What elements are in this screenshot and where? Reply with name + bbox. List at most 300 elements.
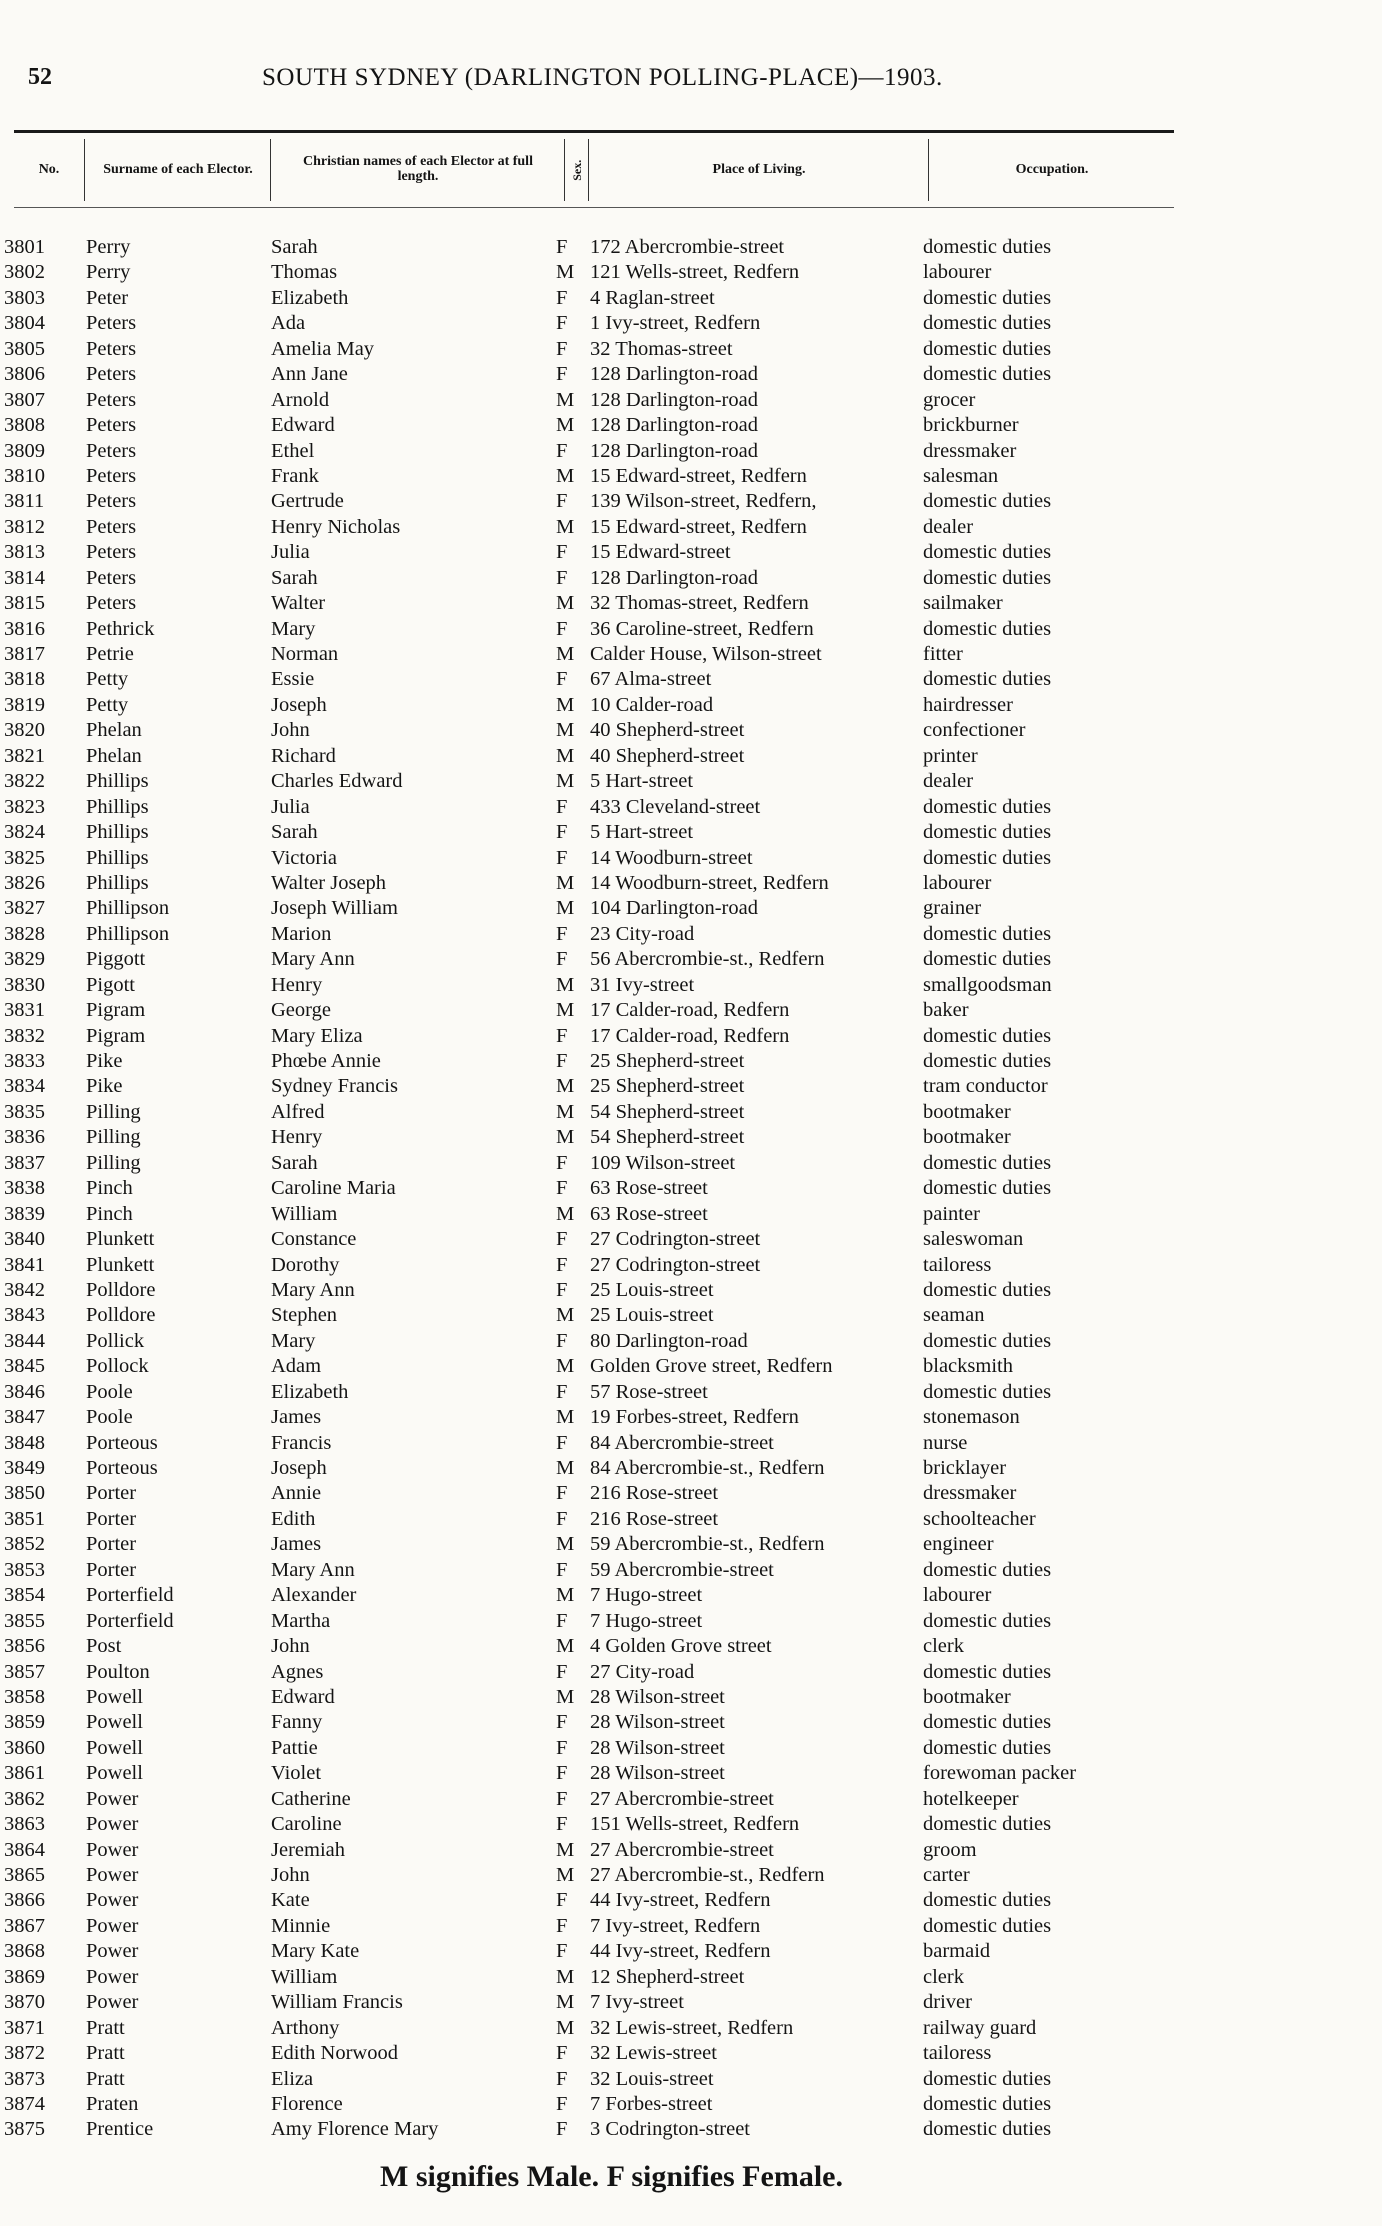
elector-place-of-living: 23 City-road [590, 922, 695, 945]
elector-number: 3847 [4, 1406, 45, 1429]
elector-surname: Perry [86, 261, 131, 284]
table-row [0, 667, 1382, 692]
elector-occupation: dealer [923, 515, 974, 538]
elector-number: 3810 [4, 464, 45, 487]
elector-number: 3839 [4, 1202, 45, 1225]
elector-number: 3826 [4, 871, 45, 894]
elector-number: 3815 [4, 592, 45, 615]
column-header-christian-names: Christian names of each Elector at full length. [303, 154, 533, 184]
elector-sex: M [556, 1406, 575, 1429]
elector-surname: Phillips [86, 770, 149, 793]
elector-place-of-living: 32 Thomas-street [590, 337, 733, 360]
elector-christian-names: Dorothy [271, 1253, 340, 1276]
elector-number: 3853 [4, 1558, 45, 1581]
elector-number: 3869 [4, 1965, 45, 1988]
elector-number: 3870 [4, 1991, 45, 2014]
elector-occupation: domestic duties [923, 821, 1052, 844]
elector-surname: Praten [86, 2092, 139, 2115]
elector-place-of-living: 84 Abercrombie-street [590, 1431, 774, 1454]
elector-occupation: confectioner [923, 719, 1026, 742]
elector-place-of-living: 216 Rose-street [590, 1507, 719, 1530]
elector-occupation: dealer [923, 770, 974, 793]
table-row [0, 896, 1382, 921]
elector-occupation: tailoress [923, 2042, 992, 2065]
elector-christian-names: Mary Ann [271, 1278, 355, 1301]
elector-surname: Peters [86, 592, 137, 615]
elector-occupation: baker [923, 999, 969, 1022]
elector-christian-names: George [271, 999, 331, 1022]
elector-sex: F [556, 1609, 568, 1632]
elector-number: 3836 [4, 1126, 45, 1149]
elector-occupation: bootmaker [923, 1126, 1011, 1149]
elector-occupation: domestic duties [923, 846, 1052, 869]
elector-number: 3865 [4, 1864, 45, 1886]
elector-list [0, 235, 1382, 2143]
elector-occupation: domestic duties [923, 1329, 1052, 1352]
elector-sex: M [556, 1838, 575, 1861]
elector-occupation: fitter [923, 643, 963, 665]
elector-place-of-living: 109 Wilson-street [590, 1151, 736, 1174]
elector-christian-names: Charles Edward [271, 770, 403, 793]
elector-surname: Peters [86, 388, 137, 411]
column-header-occupation: Occupation. [1015, 161, 1089, 177]
elector-place-of-living: 28 Wilson-street [590, 1736, 725, 1759]
elector-surname: Pratt [86, 2042, 125, 2065]
elector-sex: M [556, 1355, 575, 1378]
table-row [0, 260, 1382, 285]
elector-surname: Peters [86, 515, 137, 538]
elector-occupation: domestic duties [923, 948, 1052, 971]
elector-sex: F [556, 490, 568, 513]
elector-surname: Pollock [86, 1355, 149, 1378]
elector-number: 3825 [4, 846, 45, 869]
elector-surname: Phillipson [86, 922, 170, 945]
table-row [0, 718, 1382, 743]
table-row [0, 693, 1382, 718]
table-row [0, 846, 1382, 871]
elector-surname: Petrie [86, 643, 134, 665]
elector-place-of-living: 28 Wilson-street [590, 1685, 725, 1708]
elector-place-of-living: 59 Abercrombie-st., Redfern [590, 1533, 825, 1556]
elector-sex: F [556, 1889, 568, 1912]
sex-legend-footnote: M signifies Male. F signifies Female. [380, 2160, 843, 2193]
elector-sex: F [556, 286, 568, 309]
elector-surname: Pilling [86, 1126, 141, 1149]
elector-number: 3823 [4, 795, 45, 818]
elector-number: 3807 [4, 388, 45, 411]
elector-sex: M [556, 261, 575, 284]
elector-place-of-living: 31 Ivy-street [590, 973, 695, 996]
elector-number: 3814 [4, 566, 45, 589]
elector-sex: M [556, 1864, 575, 1886]
elector-surname: Peters [86, 337, 137, 360]
elector-surname: Porter [86, 1482, 137, 1505]
page-title: SOUTH SYDNEY (DARLINGTON POLLING-PLACE)—1903. [262, 64, 943, 91]
elector-number: 3834 [4, 1075, 45, 1098]
elector-place-of-living: 28 Wilson-street [590, 1711, 725, 1734]
elector-christian-names: Violet [271, 1762, 322, 1785]
elector-place-of-living: 15 Edward-street, Redfern [590, 464, 807, 487]
elector-christian-names: Ann Jane [271, 363, 348, 386]
table-row [0, 489, 1382, 514]
elector-number: 3819 [4, 693, 45, 716]
elector-christian-names: Joseph William [271, 897, 398, 920]
elector-place-of-living: 27 City-road [590, 1660, 695, 1683]
elector-number: 3824 [4, 821, 45, 844]
elector-christian-names: John [271, 1635, 310, 1658]
elector-christian-names: Joseph [271, 693, 327, 716]
table-row [0, 922, 1382, 947]
elector-place-of-living: 32 Lewis-street [590, 2042, 717, 2065]
elector-number: 3851 [4, 1507, 45, 1530]
table-row [0, 2117, 1382, 2142]
elector-christian-names: Mary Kate [271, 1940, 360, 1963]
elector-surname: Pilling [86, 1151, 141, 1174]
elector-occupation: stonemason [923, 1406, 1020, 1429]
elector-christian-names: Arnold [271, 388, 330, 411]
table-row [0, 1736, 1382, 1761]
elector-occupation: forewoman packer [923, 1762, 1077, 1785]
elector-surname: Pratt [86, 2016, 125, 2039]
elector-place-of-living: Golden Grove street, Redfern [590, 1355, 833, 1378]
elector-place-of-living: 63 Rose-street [590, 1202, 708, 1225]
elector-number: 3871 [4, 2016, 45, 2039]
elector-surname: Prentice [86, 2118, 154, 2141]
table-row [0, 1405, 1382, 1430]
elector-occupation: bootmaker [923, 1100, 1011, 1123]
elector-surname: Pinch [86, 1177, 133, 1200]
column-divider [564, 139, 565, 201]
elector-sex: F [556, 363, 568, 386]
column-header-sex [566, 133, 588, 207]
elector-surname: Peters [86, 439, 137, 462]
elector-surname: Pike [86, 1075, 123, 1098]
elector-surname: Pinch [86, 1202, 133, 1225]
table-row [0, 1176, 1382, 1201]
elector-christian-names: Arthony [271, 2016, 340, 2039]
elector-place-of-living: 54 Shepherd-street [590, 1100, 745, 1123]
elector-place-of-living: 19 Forbes-street, Redfern [590, 1406, 799, 1429]
elector-number: 3830 [4, 973, 45, 996]
elector-number: 3842 [4, 1278, 45, 1301]
elector-number: 3818 [4, 668, 45, 691]
elector-sex: F [556, 1024, 568, 1047]
table-row [0, 1481, 1382, 1506]
elector-sex: F [556, 1787, 568, 1810]
elector-sex: F [556, 439, 568, 462]
elector-sex: F [556, 821, 568, 844]
elector-place-of-living: Calder House, Wilson-street [590, 643, 822, 665]
table-row [0, 1532, 1382, 1557]
elector-sex: F [556, 337, 568, 360]
elector-sex: M [556, 592, 575, 615]
elector-sex: M [556, 999, 575, 1022]
elector-occupation: domestic duties [923, 1711, 1052, 1734]
elector-sex: M [556, 897, 575, 920]
elector-place-of-living: 4 Raglan-street [590, 286, 715, 309]
elector-occupation: painter [923, 1202, 980, 1225]
elector-number: 3872 [4, 2042, 45, 2065]
elector-surname: Powell [86, 1762, 143, 1785]
elector-sex: F [556, 2067, 568, 2090]
page-number: 52 [28, 64, 52, 90]
elector-sex: F [556, 1228, 568, 1251]
table-row [0, 591, 1382, 616]
elector-surname: Power [86, 1940, 139, 1963]
elector-christian-names: Ethel [271, 439, 315, 462]
elector-number: 3812 [4, 515, 45, 538]
elector-surname: Pethrick [86, 617, 155, 640]
elector-sex: F [556, 541, 568, 564]
table-row [0, 947, 1382, 972]
elector-sex: M [556, 464, 575, 487]
elector-sex: F [556, 1660, 568, 1683]
elector-number: 3858 [4, 1685, 45, 1708]
elector-place-of-living: 27 Codrington-street [590, 1228, 761, 1251]
elector-place-of-living: 80 Darlington-road [590, 1329, 748, 1352]
elector-surname: Polldore [86, 1278, 156, 1301]
elector-number: 3806 [4, 363, 45, 386]
column-header-place-of-living: Place of Living. [712, 161, 806, 177]
elector-occupation: seaman [923, 1304, 985, 1327]
elector-christian-names: Pattie [271, 1736, 318, 1759]
elector-occupation: clerk [923, 1965, 964, 1988]
elector-number: 3856 [4, 1635, 45, 1658]
table-row [0, 413, 1382, 438]
elector-occupation: dressmaker [923, 1482, 1017, 1505]
elector-number: 3868 [4, 1940, 45, 1963]
elector-place-of-living: 17 Calder-road, Redfern [590, 1024, 790, 1047]
elector-number: 3855 [4, 1609, 45, 1632]
elector-occupation: dressmaker [923, 439, 1017, 462]
elector-occupation: domestic duties [923, 1151, 1052, 1174]
elector-occupation: driver [923, 1991, 972, 2014]
elector-christian-names: Mary Ann [271, 1558, 355, 1581]
elector-number: 3802 [4, 261, 45, 284]
elector-sex: F [556, 1813, 568, 1836]
elector-christian-names: Sydney Francis [271, 1075, 398, 1098]
table-row [0, 1787, 1382, 1812]
elector-surname: Powell [86, 1711, 143, 1734]
table-row [0, 2041, 1382, 2066]
elector-sex: F [556, 1431, 568, 1454]
elector-place-of-living: 25 Shepherd-street [590, 1050, 745, 1072]
column-divider [84, 139, 85, 201]
elector-place-of-living: 433 Cleveland-street [590, 795, 761, 818]
elector-occupation: domestic duties [923, 1050, 1052, 1072]
elector-christian-names: Catherine [271, 1787, 351, 1810]
elector-occupation: labourer [923, 1584, 992, 1607]
elector-place-of-living: 104 Darlington-road [590, 897, 758, 920]
elector-place-of-living: 57 Rose-street [590, 1380, 708, 1403]
elector-occupation: clerk [923, 1635, 964, 1658]
elector-place-of-living: 32 Louis-street [590, 2067, 714, 2090]
elector-sex: M [556, 719, 575, 742]
elector-place-of-living: 128 Darlington-road [590, 388, 758, 411]
table-row [0, 1456, 1382, 1481]
elector-place-of-living: 28 Wilson-street [590, 1762, 725, 1785]
elector-christian-names: Richard [271, 744, 336, 767]
elector-christian-names: James [271, 1533, 322, 1556]
elector-christian-names: William [271, 1202, 338, 1225]
elector-sex: F [556, 1278, 568, 1301]
elector-occupation: domestic duties [923, 617, 1052, 640]
elector-sex: M [556, 1685, 575, 1708]
elector-place-of-living: 7 Ivy-street, Redfern [590, 1914, 761, 1937]
elector-christian-names: Henry [271, 973, 323, 996]
elector-surname: Phillips [86, 846, 149, 869]
elector-place-of-living: 44 Ivy-street, Redfern [590, 1940, 771, 1963]
elector-surname: Peters [86, 464, 137, 487]
elector-number: 3805 [4, 337, 45, 360]
table-row [0, 1329, 1382, 1354]
elector-occupation: tailoress [923, 1253, 992, 1276]
elector-christian-names: Victoria [271, 846, 337, 869]
elector-christian-names: Essie [271, 668, 315, 691]
elector-occupation: domestic duties [923, 1660, 1052, 1683]
elector-occupation: domestic duties [923, 922, 1052, 945]
elector-number: 3852 [4, 1533, 45, 1556]
elector-number: 3846 [4, 1380, 45, 1403]
elector-sex: F [556, 922, 568, 945]
elector-place-of-living: 7 Ivy-street [590, 1991, 684, 2014]
elector-number: 3829 [4, 948, 45, 971]
table-row [0, 1431, 1382, 1456]
elector-sex: F [556, 948, 568, 971]
elector-occupation: hairdresser [923, 693, 1013, 716]
table-row [0, 1990, 1382, 2015]
elector-surname: Pike [86, 1050, 123, 1072]
elector-sex: F [556, 1380, 568, 1403]
elector-christian-names: Walter [271, 592, 326, 615]
table-row [0, 820, 1382, 845]
elector-occupation: domestic duties [923, 1278, 1052, 1301]
elector-christian-names: Elizabeth [271, 286, 349, 309]
column-divider [588, 139, 589, 201]
table-row [0, 1202, 1382, 1227]
elector-christian-names: Amelia May [271, 337, 375, 360]
elector-place-of-living: 139 Wilson-street, Redfern, [590, 490, 817, 513]
elector-sex: M [556, 871, 575, 894]
elector-number: 3820 [4, 719, 45, 742]
elector-christian-names: Frank [271, 464, 319, 487]
elector-sex: F [556, 2118, 568, 2141]
elector-sex: F [556, 2092, 568, 2115]
elector-sex: F [556, 795, 568, 818]
elector-number: 3837 [4, 1151, 45, 1174]
sex-header-label: Sex. [569, 159, 584, 181]
table-header [14, 130, 1174, 208]
elector-surname: Power [86, 1965, 139, 1988]
elector-surname: Poulton [86, 1660, 150, 1683]
table-row [0, 2016, 1382, 2041]
table-row [0, 2092, 1382, 2117]
elector-christian-names: Florence [271, 2092, 343, 2115]
elector-place-of-living: 27 Abercrombie-street [590, 1787, 774, 1810]
elector-number: 3860 [4, 1736, 45, 1759]
table-row [0, 769, 1382, 794]
elector-christian-names: Alfred [271, 1100, 325, 1123]
elector-christian-names: John [271, 719, 310, 742]
elector-sex: M [556, 693, 575, 716]
elector-occupation: domestic duties [923, 1609, 1052, 1632]
table-row [0, 1303, 1382, 1328]
elector-number: 3811 [4, 490, 45, 513]
elector-surname: Power [86, 1813, 139, 1836]
elector-christian-names: Julia [271, 541, 310, 564]
elector-number: 3813 [4, 541, 45, 564]
table-row [0, 1583, 1382, 1608]
elector-surname: Power [86, 1838, 139, 1861]
table-row [0, 1049, 1382, 1074]
table-row [0, 1253, 1382, 1278]
elector-christian-names: William [271, 1965, 338, 1988]
elector-place-of-living: 25 Louis-street [590, 1278, 714, 1301]
elector-christian-names: Mary [271, 1329, 316, 1352]
elector-place-of-living: 3 Codrington-street [590, 2118, 750, 2141]
elector-surname: Porter [86, 1558, 137, 1581]
elector-occupation: domestic duties [923, 312, 1052, 335]
table-row [0, 1660, 1382, 1685]
elector-surname: Phillips [86, 795, 149, 818]
elector-sex: F [556, 1736, 568, 1759]
elector-place-of-living: 10 Calder-road [590, 693, 714, 716]
table-row [0, 642, 1382, 667]
elector-sex: F [556, 1507, 568, 1530]
elector-sex: F [556, 846, 568, 869]
elector-sex: F [556, 1482, 568, 1505]
elector-surname: Perry [86, 236, 131, 258]
elector-occupation: printer [923, 744, 978, 767]
elector-christian-names: Alexander [271, 1584, 357, 1607]
elector-sex: F [556, 566, 568, 589]
elector-christian-names: Jeremiah [271, 1838, 345, 1861]
table-row [0, 286, 1382, 311]
elector-surname: Peters [86, 490, 137, 513]
table-row [0, 1227, 1382, 1252]
elector-number: 3850 [4, 1482, 45, 1505]
table-row [0, 1914, 1382, 1939]
elector-sex: M [556, 1304, 575, 1327]
elector-christian-names: Mary Eliza [271, 1024, 363, 1047]
elector-surname: Pigott [86, 973, 135, 996]
elector-sex: F [556, 617, 568, 640]
elector-christian-names: Walter Joseph [271, 871, 387, 894]
elector-occupation: domestic duties [923, 541, 1052, 564]
elector-christian-names: Martha [271, 1609, 331, 1632]
elector-occupation: sailmaker [923, 592, 1003, 615]
elector-christian-names: Joseph [271, 1457, 327, 1479]
elector-occupation: domestic duties [923, 2092, 1052, 2115]
elector-christian-names: William Francis [271, 1991, 403, 2014]
table-row [0, 235, 1382, 260]
elector-christian-names: Constance [271, 1228, 357, 1251]
elector-occupation: domestic duties [923, 1889, 1052, 1912]
elector-occupation: bootmaker [923, 1685, 1011, 1708]
elector-occupation: brickburner [923, 414, 1019, 437]
elector-occupation: domestic duties [923, 668, 1052, 691]
elector-place-of-living: 27 Abercrombie-st., Redfern [590, 1864, 825, 1886]
elector-surname: Power [86, 1864, 139, 1886]
elector-christian-names: Edward [271, 1685, 335, 1708]
elector-sex: M [556, 1991, 575, 2014]
elector-number: 3833 [4, 1050, 45, 1072]
elector-place-of-living: 128 Darlington-road [590, 439, 758, 462]
elector-surname: Plunkett [86, 1253, 155, 1276]
elector-christian-names: Julia [271, 795, 310, 818]
elector-surname: Peters [86, 566, 137, 589]
elector-christian-names: John [271, 1864, 310, 1886]
